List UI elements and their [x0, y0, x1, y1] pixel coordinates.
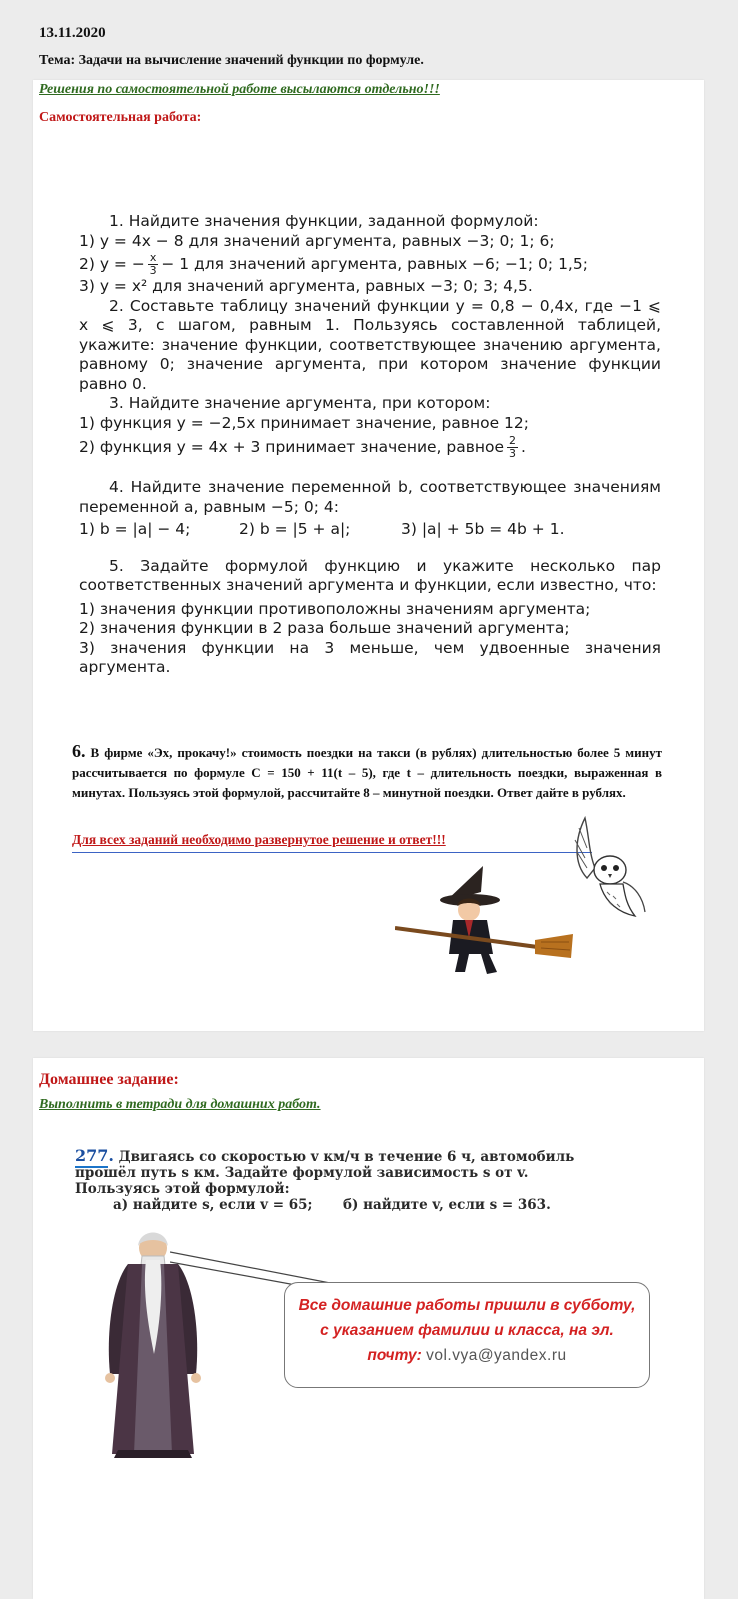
task3-line2-text: 2) функция y = 4x + 3 принимает значение, равное [79, 438, 505, 456]
tasks-block [79, 212, 661, 678]
task1-line2-start: 2) y = − [79, 255, 145, 273]
problem-text: Двигаясь со скоростью v км/ч в течение 6 ч, автомобиль прошёл путь s км. Задайте формулой зависимость s от v. Пользуясь этой формулой: [75, 1149, 575, 1197]
problem-subquestions [75, 1197, 615, 1213]
task6-text: В фирме «Эх, прокачу!» стоимость поездки на такси (в рублях) длительностью более 5 минут рассчитывается по формуле C = 150 + 11(t – 5), где t – длительность поездки, выраженная в минутах. Пользуясь этой формулой, рассчитайте 8 – минутной поездки. Ответ дайте в рублях. [72, 745, 662, 800]
task1-line2-end: − 1 для значений аргумента, равных −6; −1; 0; 1,5; [161, 255, 588, 273]
problem-sub-b: б) найдите v, если s = 363. [343, 1197, 551, 1213]
topic: Тема: Задачи на вычисление значений функции по формуле. [39, 53, 424, 68]
task4-options [79, 520, 661, 540]
homework-instructions-bubble [284, 1282, 650, 1388]
task1-line3: 3) y = x² для значений аргумента, равных −3; 0; 3; 4,5. [79, 277, 533, 295]
fraction-numerator: x [149, 251, 157, 264]
problem-sub-a: а) найдите s, если v = 65; [113, 1197, 313, 1213]
task6-number: 6. [72, 741, 86, 761]
wizard-on-broom-illustration [395, 862, 575, 982]
task4-option2: 2) b = |5 + a|; [239, 520, 351, 538]
task5-line1: 1) значения функции противоположны значениям аргумента; [79, 599, 591, 618]
task6 [72, 741, 662, 803]
date: 13.11.2020 [39, 25, 106, 41]
task2-text: 2. Составьте таблицу значений функции y = 0,8 − 0,4x, где −1 ⩽ x ⩽ 3, с шагом, равным 1. Пользуясь составленной таблицей, укажите: значение функции, соответствующее значению аргумента, равному 0; значение аргумента, при котором значение функции равно 0. [79, 296, 661, 393]
problem-277 [75, 1148, 615, 1213]
divider-line [72, 852, 592, 853]
task3-line2: 2) функция y = 4x + 3 принимает значение, равное $\frac{2}{3}$ . [79, 434, 526, 460]
task5-line3: 3) значения функции на 3 меньше, чем удвоенные значения аргумента. [79, 638, 661, 676]
bubble-email-label: почту: [367, 1347, 422, 1364]
task1-line2 [79, 251, 661, 277]
task3-line1: 1) функция y = −2,5x принимает значение, равное 12; [79, 413, 529, 432]
problem-number: 277. [75, 1146, 114, 1165]
fraction-denominator: 3 [509, 447, 517, 460]
task1-title: 1. Найдите значения функции, заданной формулой: [109, 212, 539, 230]
bubble-line2: с указанием фамилии и класса, на эл. [320, 1322, 614, 1339]
task4-option3: 3) |a| + 5b = 4b + 1. [401, 520, 565, 538]
problem-number-underline [75, 1166, 108, 1168]
task5-line2: 2) значения функции в 2 раза больше значений аргумента; [79, 619, 570, 637]
self-work-title: Самостоятельная работа: [39, 110, 202, 125]
task1-fraction [148, 252, 159, 277]
homework-note: Выполнить в тетради для домашних работ. [39, 1097, 321, 1112]
homework-title: Домашнее задание: [39, 1071, 179, 1088]
bubble-line3 [285, 1343, 649, 1368]
task4-title: 4. Найдите значение переменной b, соответствующее значениям переменной a, равным −5; 0; 4: [79, 478, 661, 516]
task1-line1: 1) y = 4x − 8 для значений аргумента, равных −3; 0; 1; 6; [79, 231, 555, 250]
task5-title: 5. Задайте формулой функцию и укажите несколько пар соответственных значений аргумента и функции, если известно, что: [79, 556, 661, 594]
final-note: Для всех заданий необходимо развернутое решение и ответ!!! [72, 832, 446, 847]
solutions-note: Решения по самостоятельной работе высылаются отдельно!!! [39, 82, 440, 97]
fraction-numerator: 2 [509, 434, 517, 447]
bubble-line1: Все домашние работы пришли в субботу, [298, 1297, 636, 1314]
task3-fraction [507, 435, 518, 460]
task4-option1: 1) b = |a| − 4; [79, 520, 191, 538]
bubble-email: vol.vya@yandex.ru [426, 1347, 567, 1364]
fraction-denominator: 3 [149, 264, 157, 277]
task3-title: 3. Найдите значение аргумента, при котором: [109, 394, 491, 412]
owl-illustration [565, 808, 650, 923]
